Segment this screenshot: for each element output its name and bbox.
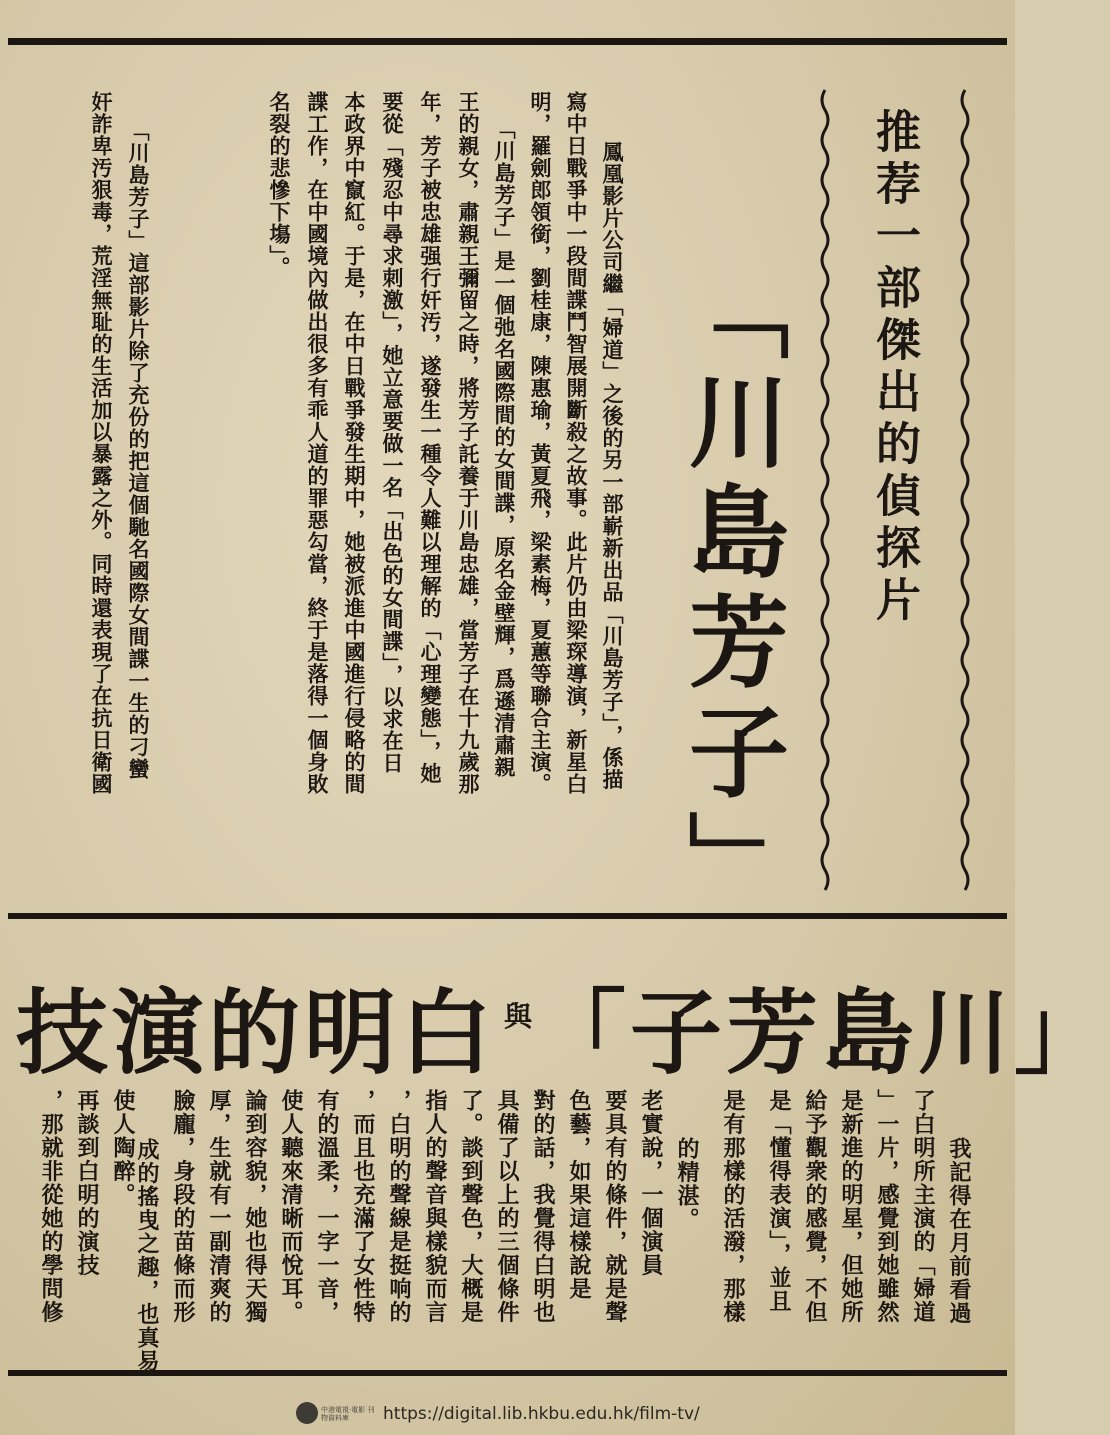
article2-column: 我記得在月前看過 bbox=[946, 1137, 972, 1325]
article2-column: 成的搖曳之趣，也真易 bbox=[134, 1138, 160, 1373]
library-name: 中港電視·電影 刊物資料庫 bbox=[321, 1406, 375, 1422]
article2-column: 使人陶醉。 bbox=[110, 1089, 136, 1207]
bottom-headline-left: 技演的明白 bbox=[16, 979, 497, 1087]
article2-column: 是「懂得表演」，並且 bbox=[766, 1089, 792, 1313]
article1-column: 奸詐卑汚狠毒，荒淫無耻的生活加以暴露之外。同時還表現了在抗日衛國 bbox=[89, 91, 114, 795]
article2-column: 對的話，我覺得白明也 bbox=[530, 1089, 556, 1324]
article1-column: 寫中日戰爭中一段間諜鬥智展開斷殺之故事。此片仍由梁琛導演，新星白 bbox=[564, 91, 589, 795]
middle-rule bbox=[8, 913, 1007, 919]
article2-column: 指人的聲音與樣貌而言 bbox=[422, 1089, 448, 1324]
top-rule bbox=[8, 38, 1007, 45]
article2-column: 厚，生就有一副清爽的 bbox=[206, 1089, 232, 1324]
article2-column: 再談到白明的演技 bbox=[74, 1089, 100, 1277]
library-logo-icon bbox=[296, 1402, 318, 1424]
article1-column: 年，芳子被忠雄强行奸汚，遂發生一種令人難以理解的「心理變態」，她 bbox=[418, 91, 443, 785]
article2-column: 的精湛。 bbox=[674, 1137, 700, 1231]
article2-column: ，白明的聲線是挺响的 bbox=[386, 1089, 412, 1324]
article1-column: 「川島芳子」是一個弛名國際間的女間諜，原名金壁輝，爲遜清肅親 bbox=[492, 118, 517, 778]
top-main-headline: 「川島芳子」 bbox=[672, 260, 790, 920]
article1-column: 諜工作，在中國境內做出很多有乖人道的罪惡勾當，終于是落得一個身敗 bbox=[305, 91, 330, 795]
article2-column: 是有那樣的活潑，那樣 bbox=[720, 1089, 746, 1324]
article1-column: 「川島芳子」這部影片除了充份的把這個馳名國際女間諜一生的刁蠻 bbox=[126, 120, 151, 780]
article2-column: ，而且也充滿了女性特 bbox=[350, 1089, 376, 1324]
article2-column: 臉龐，身段的苗條而形 bbox=[170, 1089, 196, 1324]
article2-column: 給予觀衆的感覺，不但 bbox=[802, 1089, 828, 1324]
article2-column: 了。談到聲色，大概是 bbox=[458, 1089, 484, 1324]
bottom-headline-connector: 與 bbox=[504, 1000, 533, 1033]
article2-column: 使人聽來清晰而悅耳。 bbox=[278, 1089, 304, 1324]
bottom-headline-right: 「子芳島川」 bbox=[534, 979, 1110, 1087]
article2-column: 具備了以上的三個條件 bbox=[494, 1089, 520, 1324]
article2-column: 了白明所主演的「婦道 bbox=[910, 1089, 936, 1324]
article1-column: 明，羅劍郎領銜，劉桂康，陳惠瑜，黃夏飛，梁素梅，夏蕙等聯合主演。 bbox=[528, 91, 553, 795]
article2-column: 老實說，一個演員 bbox=[638, 1089, 664, 1277]
article2-column: 色藝，如果這樣說是 bbox=[566, 1089, 592, 1301]
article1-column: 名裂的悲慘下塲」。 bbox=[267, 91, 292, 279]
article2-column: 」一片，感覺到她雖然 bbox=[874, 1089, 900, 1324]
article2-column: 論到容貌，她也得天獨 bbox=[242, 1089, 268, 1324]
article2-column: 有的溫柔，一字一音， bbox=[314, 1089, 340, 1324]
article1-column: 要從「殘忍中尋求刺激」，她立意要做一名「出色的女間諜」，以求在日 bbox=[380, 91, 405, 774]
article2-column: 是新進的明星，但她所 bbox=[838, 1089, 864, 1324]
article2-column: 要具有的條件，就是聲 bbox=[602, 1089, 628, 1324]
article2-column: ，那就非從她的學問修 bbox=[38, 1089, 64, 1324]
source-url-link[interactable]: https://digital.lib.hkbu.edu.hk/film-tv/ bbox=[383, 1404, 700, 1424]
article1-column: 王的親女，肅親王彌留之時，將芳子託養于川島忠雄，當芳子在十九歲那 bbox=[456, 91, 481, 795]
article1-column: 本政界中竄紅。于是，在中日戰爭發生期中，她被派進中國進行侵略的間 bbox=[342, 91, 367, 795]
article1-column: 鳳凰影片公司繼「婦道」之後的另一部嶄新出品「川島芳子」，係描 bbox=[600, 141, 625, 791]
top-kicker-headline: 推荐一部傑出的偵探片 bbox=[868, 108, 921, 628]
